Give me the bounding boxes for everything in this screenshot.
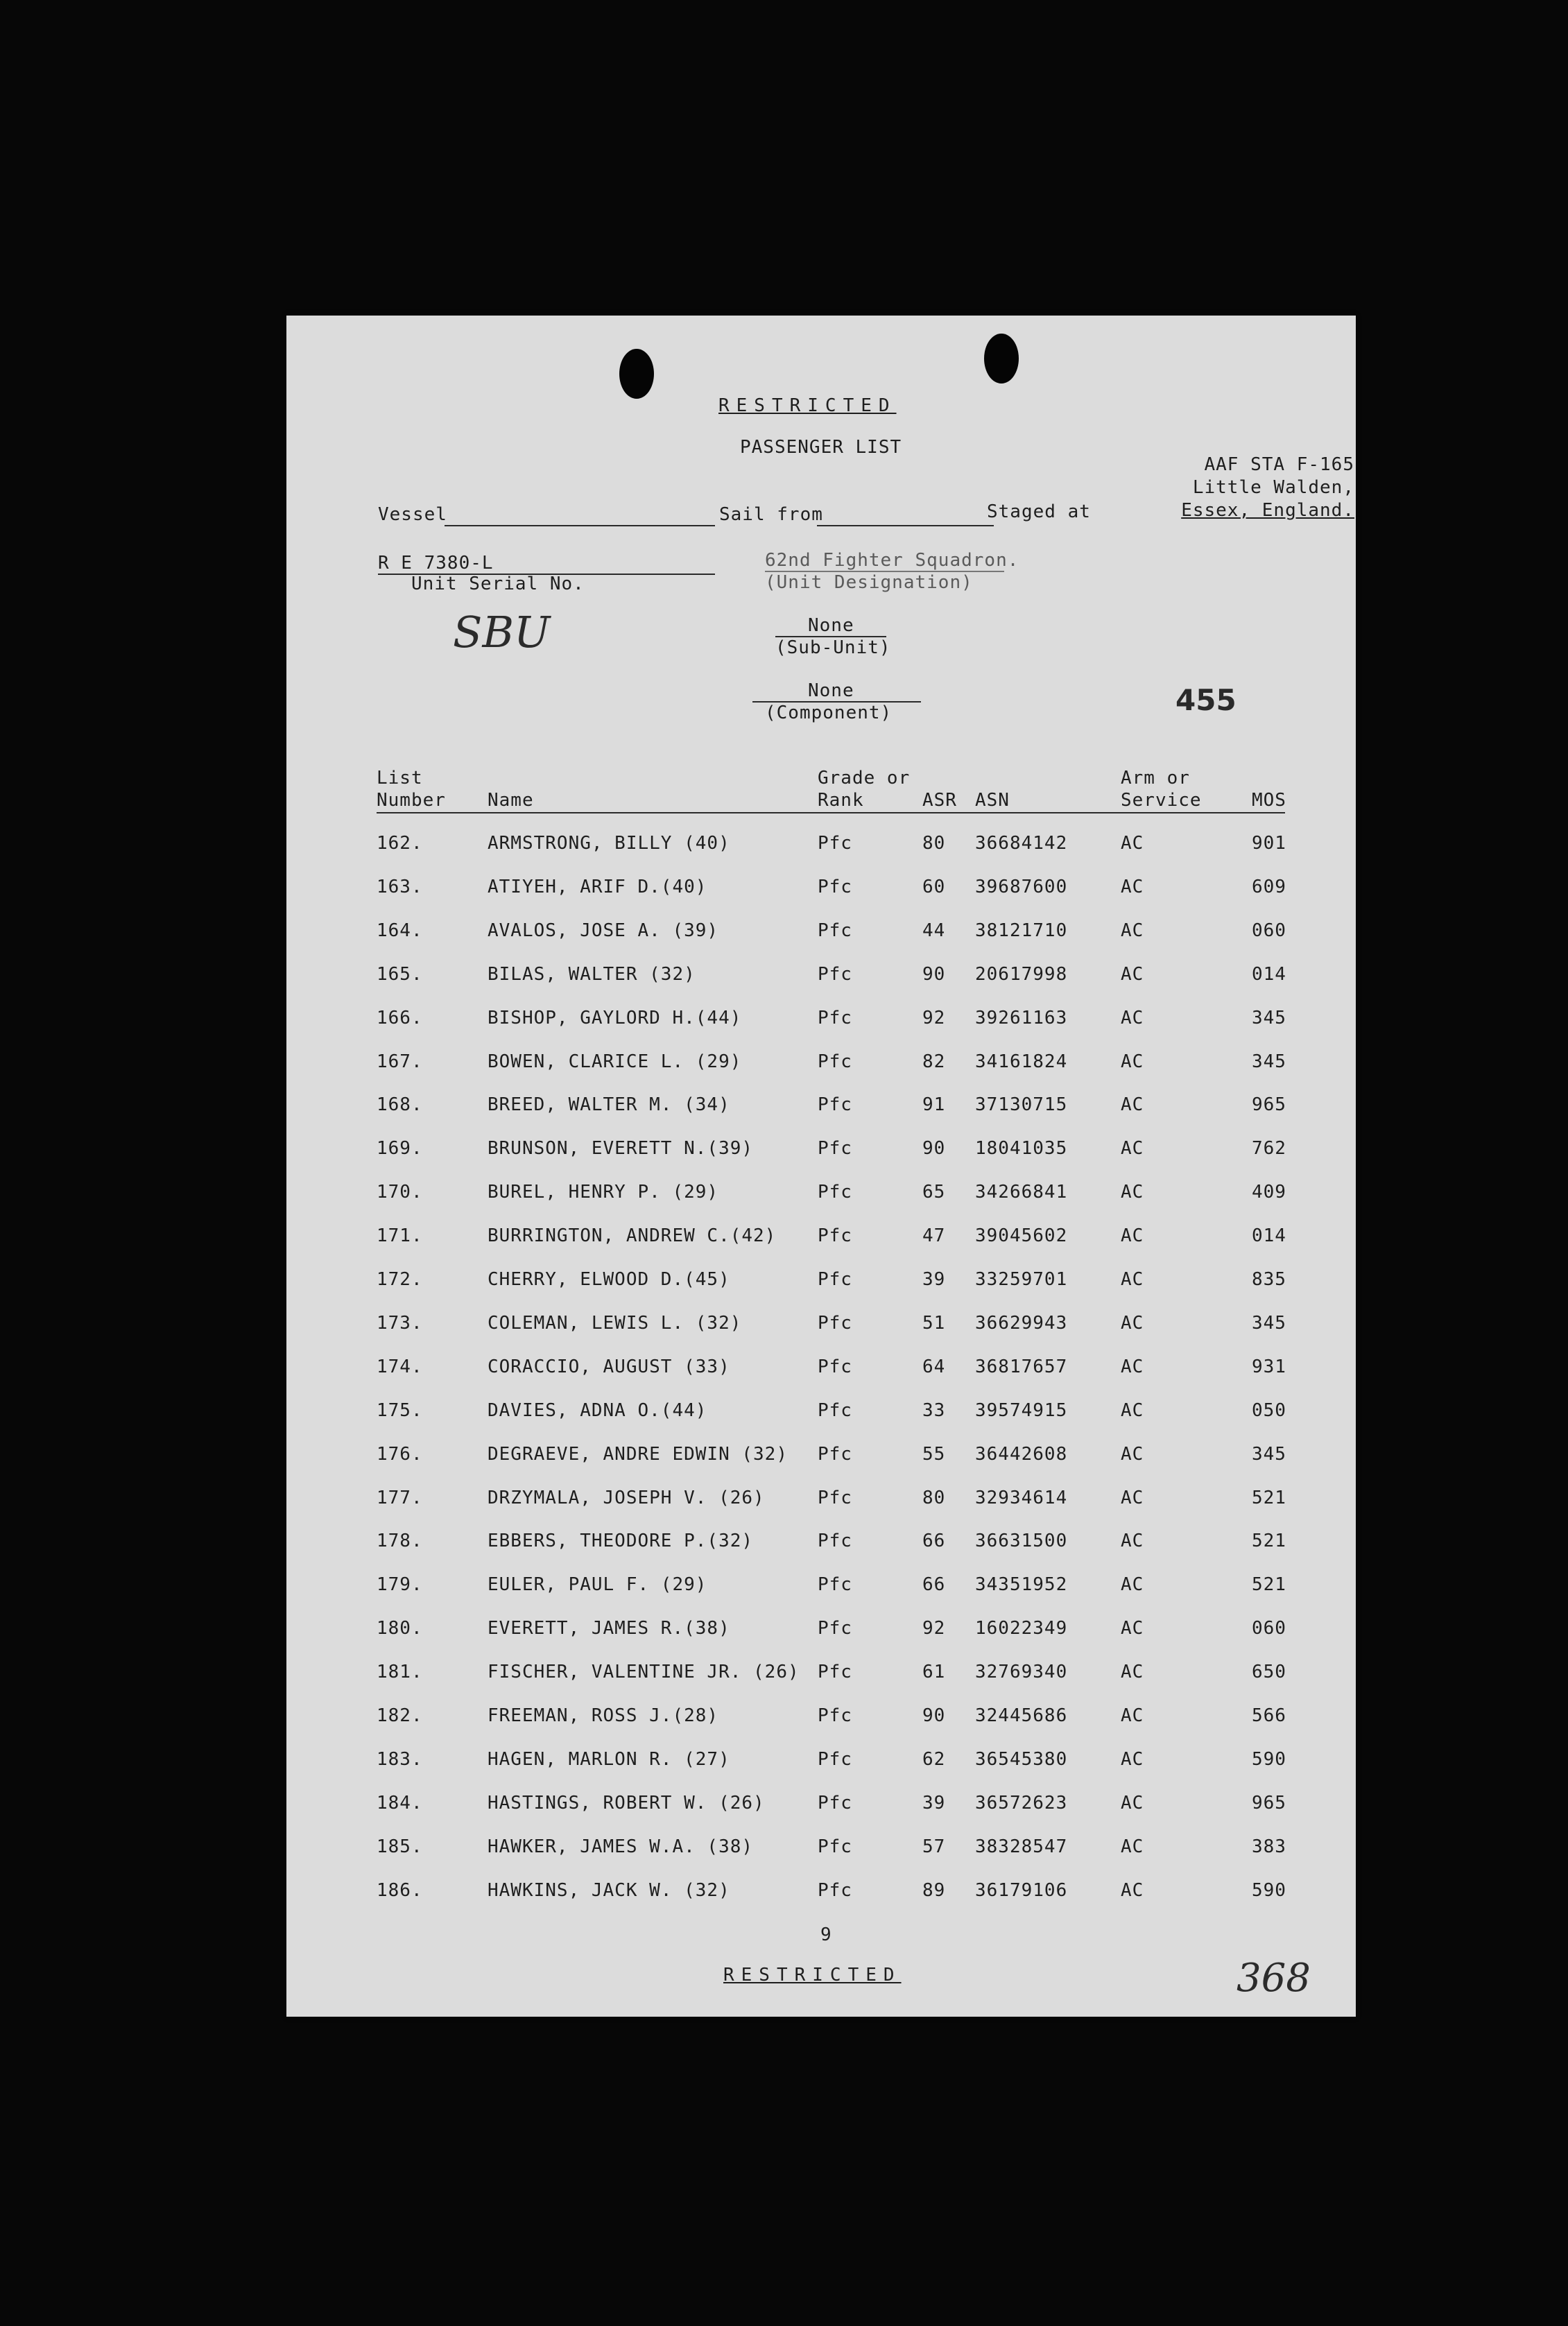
row-list-number: 182.: [377, 1705, 423, 1726]
row-list-number: 180.: [377, 1618, 423, 1639]
row-name: HAWKER, JAMES W.A. (38): [488, 1836, 754, 1857]
row-list-number: 164.: [377, 920, 423, 941]
row-mos: 014: [1252, 963, 1286, 985]
row-grade: Pfc: [818, 963, 852, 985]
row-asn: 39574915: [975, 1399, 1068, 1421]
row-list-number: 172.: [377, 1269, 423, 1290]
col-header-asr: ASR: [922, 790, 957, 811]
row-name: HAGEN, MARLON R. (27): [488, 1748, 730, 1770]
row-arm: AC: [1121, 1399, 1144, 1421]
row-asn: 32769340: [975, 1662, 1068, 1683]
row-arm: AC: [1121, 1792, 1144, 1814]
row-arm: AC: [1121, 876, 1144, 897]
row-name: BILAS, WALTER (32): [488, 963, 696, 985]
sail-from-line: [817, 525, 994, 526]
handwritten-code: SBU: [453, 607, 551, 657]
row-grade: Pfc: [818, 1748, 852, 1770]
sail-from-label: Sail from: [719, 504, 823, 525]
row-mos: 345: [1252, 1007, 1286, 1028]
row-asn: 18041035: [975, 1138, 1068, 1160]
row-asn: 36684142: [975, 833, 1068, 854]
row-name: HAWKINS, JACK W. (32): [488, 1879, 730, 1901]
row-mos: 650: [1252, 1662, 1286, 1683]
row-grade: Pfc: [818, 876, 852, 897]
row-asn: 16022349: [975, 1618, 1068, 1639]
row-list-number: 183.: [377, 1748, 423, 1770]
row-name: EULER, PAUL F. (29): [488, 1574, 707, 1596]
row-mos: 521: [1252, 1487, 1286, 1508]
row-mos: 345: [1252, 1443, 1286, 1465]
row-list-number: 181.: [377, 1662, 423, 1683]
restricted-bottom: RESTRICTED: [723, 1965, 902, 1985]
row-mos: 383: [1252, 1836, 1286, 1857]
page-number: 9: [820, 1924, 832, 1945]
row-list-number: 169.: [377, 1138, 423, 1160]
row-list-number: 178.: [377, 1531, 423, 1552]
punch-hole: [984, 334, 1019, 384]
row-list-number: 165.: [377, 963, 423, 985]
sub-unit-label: (Sub-Unit): [775, 637, 891, 658]
col-header-name: Name: [488, 790, 534, 811]
row-arm: AC: [1121, 1007, 1144, 1028]
row-asr: 92: [922, 1007, 946, 1028]
col-header-arm: Arm or: [1121, 768, 1190, 789]
row-asr: 90: [922, 1705, 946, 1726]
col-header-rank: Rank: [818, 790, 864, 811]
unit-serial-label: Unit Serial No.: [411, 574, 585, 594]
row-asr: 65: [922, 1182, 946, 1203]
row-asn: 33259701: [975, 1269, 1068, 1290]
row-name: FISCHER, VALENTINE JR. (26): [488, 1662, 800, 1683]
row-list-number: 176.: [377, 1443, 423, 1465]
row-mos: 050: [1252, 1399, 1286, 1421]
row-list-number: 179.: [377, 1574, 423, 1596]
row-grade: Pfc: [818, 1182, 852, 1203]
row-grade: Pfc: [818, 833, 852, 854]
vessel-line: [445, 525, 715, 526]
row-asn: 36545380: [975, 1748, 1068, 1770]
row-name: BUREL, HENRY P. (29): [488, 1182, 719, 1203]
row-asr: 66: [922, 1531, 946, 1552]
col-header-grade: Grade or: [818, 768, 911, 789]
row-mos: 345: [1252, 1312, 1286, 1334]
col-header-number: Number: [377, 790, 446, 811]
row-asr: 82: [922, 1051, 946, 1072]
row-grade: Pfc: [818, 1705, 852, 1726]
col-header-service: Service: [1121, 790, 1202, 811]
row-arm: AC: [1121, 1705, 1144, 1726]
row-grade: Pfc: [818, 1487, 852, 1508]
row-asr: 62: [922, 1748, 946, 1770]
row-asr: 39: [922, 1792, 946, 1814]
row-mos: 901: [1252, 833, 1286, 854]
col-header-asn: ASN: [975, 790, 1010, 811]
row-asn: 32934614: [975, 1487, 1068, 1508]
row-asr: 90: [922, 1138, 946, 1160]
vessel-label: Vessel: [378, 504, 447, 525]
row-asr: 57: [922, 1836, 946, 1857]
row-mos: 345: [1252, 1051, 1286, 1072]
row-arm: AC: [1121, 1182, 1144, 1203]
row-arm: AC: [1121, 1312, 1144, 1334]
row-mos: 590: [1252, 1748, 1286, 1770]
row-name: BRUNSON, EVERETT N.(39): [488, 1138, 754, 1160]
row-grade: Pfc: [818, 920, 852, 941]
row-mos: 590: [1252, 1879, 1286, 1901]
row-arm: AC: [1121, 963, 1144, 985]
unit-designation-value: 62nd Fighter Squadron.: [765, 550, 1019, 571]
row-name: ATIYEH, ARIF D.(40): [488, 876, 707, 897]
row-asr: 60: [922, 876, 946, 897]
row-mos: 521: [1252, 1531, 1286, 1552]
row-asr: 92: [922, 1618, 946, 1639]
row-asr: 47: [922, 1225, 946, 1247]
row-list-number: 184.: [377, 1792, 423, 1814]
row-list-number: 171.: [377, 1225, 423, 1247]
row-grade: Pfc: [818, 1312, 852, 1334]
row-asn: 34266841: [975, 1182, 1068, 1203]
col-header-mos: MOS: [1252, 790, 1286, 811]
row-name: DRZYMALA, JOSEPH V. (26): [488, 1487, 765, 1508]
page-count: 455: [1175, 683, 1237, 717]
unit-serial-value: R E 7380-L: [378, 553, 494, 574]
row-asr: 91: [922, 1094, 946, 1116]
row-grade: Pfc: [818, 1879, 852, 1901]
station-line-1: AAF STA F-165: [1204, 454, 1354, 475]
row-asn: 37130715: [975, 1094, 1068, 1116]
row-name: DAVIES, ADNA O.(44): [488, 1399, 707, 1421]
row-name: FREEMAN, ROSS J.(28): [488, 1705, 719, 1726]
row-asn: 39687600: [975, 876, 1068, 897]
col-header-list: List: [377, 768, 423, 789]
row-arm: AC: [1121, 1225, 1144, 1247]
row-mos: 609: [1252, 876, 1286, 897]
station-line-2: Little Walden,: [1192, 477, 1354, 498]
station-line-3: Essex, England.: [1181, 500, 1354, 521]
row-arm: AC: [1121, 1748, 1144, 1770]
row-asr: 66: [922, 1574, 946, 1596]
stamp-number: 368: [1237, 1956, 1311, 2001]
row-name: BISHOP, GAYLORD H.(44): [488, 1007, 742, 1028]
row-list-number: 174.: [377, 1356, 423, 1377]
row-asr: 80: [922, 1487, 946, 1508]
row-list-number: 177.: [377, 1487, 423, 1508]
row-asr: 55: [922, 1443, 946, 1465]
row-asn: 34161824: [975, 1051, 1068, 1072]
row-list-number: 170.: [377, 1182, 423, 1203]
row-grade: Pfc: [818, 1007, 852, 1028]
row-mos: 835: [1252, 1269, 1286, 1290]
row-asn: 32445686: [975, 1705, 1068, 1726]
row-asr: 89: [922, 1879, 946, 1901]
row-grade: Pfc: [818, 1618, 852, 1639]
row-grade: Pfc: [818, 1399, 852, 1421]
row-list-number: 175.: [377, 1399, 423, 1421]
row-arm: AC: [1121, 1094, 1144, 1116]
row-name: HASTINGS, ROBERT W. (26): [488, 1792, 765, 1814]
row-asn: 36629943: [975, 1312, 1068, 1334]
restricted-top: RESTRICTED: [718, 395, 897, 416]
component-value: None: [808, 680, 854, 701]
row-name: CHERRY, ELWOOD D.(45): [488, 1269, 730, 1290]
row-asr: 64: [922, 1356, 946, 1377]
row-mos: 521: [1252, 1574, 1286, 1596]
row-list-number: 167.: [377, 1051, 423, 1072]
row-asn: 36631500: [975, 1531, 1068, 1552]
row-name: EVERETT, JAMES R.(38): [488, 1618, 730, 1639]
component-label: (Component): [765, 703, 893, 723]
row-list-number: 186.: [377, 1879, 423, 1901]
row-arm: AC: [1121, 1836, 1144, 1857]
row-name: CORACCIO, AUGUST (33): [488, 1356, 730, 1377]
staged-at-label: Staged at: [987, 501, 1091, 522]
sub-unit-value: None: [808, 615, 854, 636]
row-arm: AC: [1121, 1531, 1144, 1552]
row-grade: Pfc: [818, 1051, 852, 1072]
row-name: BREED, WALTER M. (34): [488, 1094, 730, 1116]
row-arm: AC: [1121, 1269, 1144, 1290]
row-arm: AC: [1121, 1443, 1144, 1465]
row-grade: Pfc: [818, 1094, 852, 1116]
row-name: BURRINGTON, ANDREW C.(42): [488, 1225, 777, 1247]
row-asn: 38121710: [975, 920, 1068, 941]
header-rule: [377, 812, 1285, 813]
row-mos: 965: [1252, 1792, 1286, 1814]
row-mos: 060: [1252, 1618, 1286, 1639]
row-asr: 44: [922, 920, 946, 941]
document-title: PASSENGER LIST: [740, 437, 902, 458]
row-asr: 39: [922, 1269, 946, 1290]
row-list-number: 162.: [377, 833, 423, 854]
row-name: COLEMAN, LEWIS L. (32): [488, 1312, 742, 1334]
row-list-number: 168.: [377, 1094, 423, 1116]
row-asr: 51: [922, 1312, 946, 1334]
row-asn: 38328547: [975, 1836, 1068, 1857]
row-arm: AC: [1121, 833, 1144, 854]
row-asr: 80: [922, 833, 946, 854]
row-arm: AC: [1121, 920, 1144, 941]
row-list-number: 185.: [377, 1836, 423, 1857]
row-asn: 36442608: [975, 1443, 1068, 1465]
row-arm: AC: [1121, 1487, 1144, 1508]
row-mos: 931: [1252, 1356, 1286, 1377]
row-mos: 060: [1252, 920, 1286, 941]
row-grade: Pfc: [818, 1574, 852, 1596]
row-mos: 965: [1252, 1094, 1286, 1116]
row-grade: Pfc: [818, 1269, 852, 1290]
row-name: AVALOS, JOSE A. (39): [488, 920, 719, 941]
row-asn: 34351952: [975, 1574, 1068, 1596]
row-arm: AC: [1121, 1356, 1144, 1377]
row-mos: 014: [1252, 1225, 1286, 1247]
row-grade: Pfc: [818, 1138, 852, 1160]
row-asr: 90: [922, 963, 946, 985]
row-asn: 39261163: [975, 1007, 1068, 1028]
row-asn: 39045602: [975, 1225, 1068, 1247]
row-arm: AC: [1121, 1879, 1144, 1901]
row-name: BOWEN, CLARICE L. (29): [488, 1051, 742, 1072]
unit-designation-label: (Unit Designation): [765, 572, 973, 593]
row-arm: AC: [1121, 1138, 1144, 1160]
row-arm: AC: [1121, 1574, 1144, 1596]
row-list-number: 166.: [377, 1007, 423, 1028]
document-page: [286, 316, 1356, 2017]
row-asn: 36179106: [975, 1879, 1068, 1901]
row-asn: 36572623: [975, 1792, 1068, 1814]
row-asr: 61: [922, 1662, 946, 1683]
row-grade: Pfc: [818, 1662, 852, 1683]
row-name: ARMSTRONG, BILLY (40): [488, 833, 730, 854]
row-grade: Pfc: [818, 1836, 852, 1857]
row-arm: AC: [1121, 1662, 1144, 1683]
row-mos: 409: [1252, 1182, 1286, 1203]
punch-hole: [619, 349, 654, 399]
row-grade: Pfc: [818, 1443, 852, 1465]
row-name: DEGRAEVE, ANDRE EDWIN (32): [488, 1443, 788, 1465]
row-list-number: 163.: [377, 876, 423, 897]
row-asn: 36817657: [975, 1356, 1068, 1377]
row-grade: Pfc: [818, 1225, 852, 1247]
row-grade: Pfc: [818, 1356, 852, 1377]
row-asr: 33: [922, 1399, 946, 1421]
row-grade: Pfc: [818, 1792, 852, 1814]
row-mos: 762: [1252, 1138, 1286, 1160]
row-asn: 20617998: [975, 963, 1068, 985]
row-grade: Pfc: [818, 1531, 852, 1552]
row-mos: 566: [1252, 1705, 1286, 1726]
row-list-number: 173.: [377, 1312, 423, 1334]
row-name: EBBERS, THEODORE P.(32): [488, 1531, 754, 1552]
row-arm: AC: [1121, 1618, 1144, 1639]
row-arm: AC: [1121, 1051, 1144, 1072]
